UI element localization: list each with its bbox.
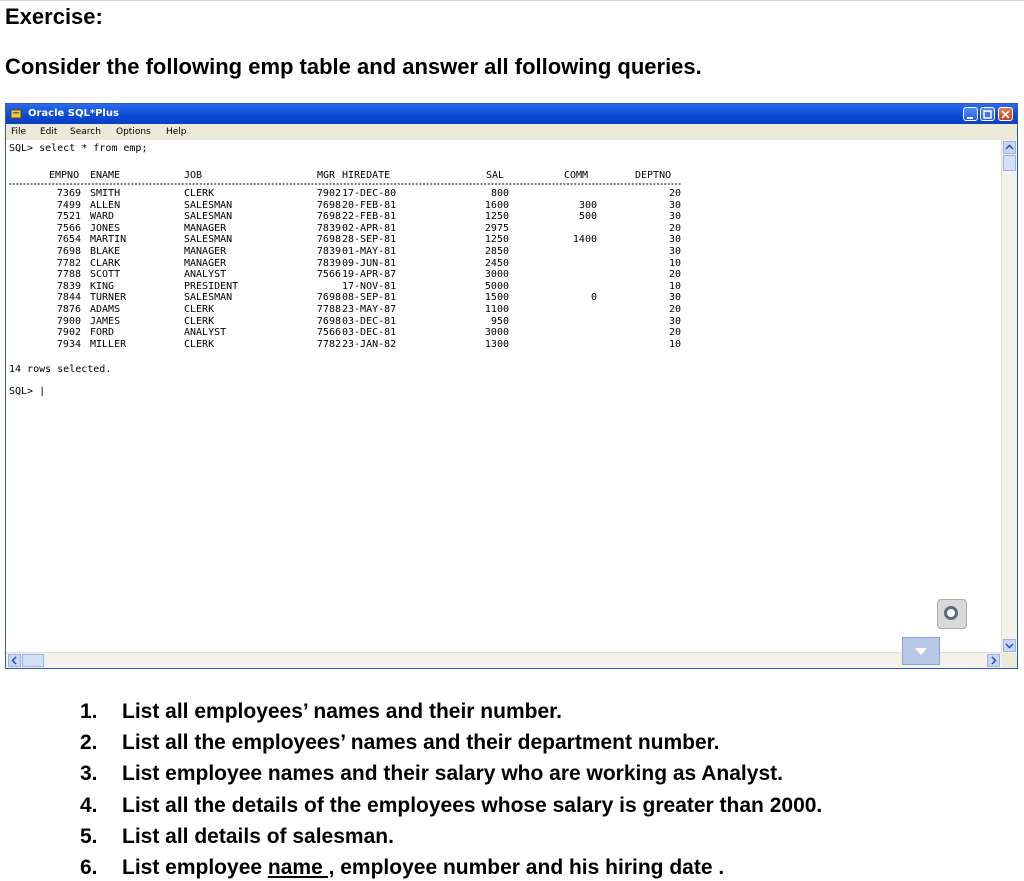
cell-deptno: 30 xyxy=(668,234,681,246)
sqlplus-window xyxy=(5,103,1018,669)
cell-mgr: 7698 xyxy=(316,292,341,304)
cell-ename: WARD xyxy=(90,211,115,223)
col-header-deptno: DEPTNO xyxy=(635,170,672,181)
chevron-right-icon xyxy=(988,655,999,666)
cell-hiredate: 23-JAN-82 xyxy=(342,338,397,350)
cell-hiredate: 23-MAY-87 xyxy=(342,304,397,315)
cell-mgr: 7839 xyxy=(316,257,341,269)
maximize-button[interactable] xyxy=(980,107,995,121)
console-output[interactable] xyxy=(6,140,1002,653)
cell-job: CLERK xyxy=(184,338,215,350)
cell-empno: 7369 xyxy=(56,188,81,199)
cell-ename: SCOTT xyxy=(90,269,121,281)
cell-sal: 950 xyxy=(490,315,509,327)
cell-sal: 1300 xyxy=(484,338,509,350)
question-text-end: employee number and his hiring date . xyxy=(334,856,725,879)
cell-comm: 500 xyxy=(578,211,597,223)
cell-deptno: 30 xyxy=(668,246,681,257)
cell-ename: JONES xyxy=(90,222,121,234)
cell-empno: 7902 xyxy=(56,327,81,339)
cell-sal: 3000 xyxy=(484,327,509,339)
cell-ename: KING xyxy=(90,280,115,292)
cell-empno: 7654 xyxy=(56,234,81,246)
question-5 xyxy=(80,825,394,849)
scroll-left-button[interactable] xyxy=(8,654,21,667)
intro-text: Consider the following emp table and answer all following queries. xyxy=(5,54,702,79)
top-rule xyxy=(0,0,1024,1)
cell-ename: BLAKE xyxy=(90,246,121,257)
col-header-ename: ENAME xyxy=(90,170,121,181)
question-number: 2. xyxy=(80,731,98,754)
size-grip[interactable] xyxy=(1002,653,1017,668)
menu-bar xyxy=(6,124,1017,140)
cell-job: MANAGER xyxy=(184,257,227,269)
cell-hiredate: 08-SEP-81 xyxy=(342,292,397,304)
vertical-scroll-thumb[interactable] xyxy=(1003,155,1016,171)
cell-empno: 7698 xyxy=(56,246,81,257)
cell-mgr: 7698 xyxy=(316,234,341,246)
question-text-start: List employee xyxy=(122,856,268,879)
cell-mgr: 7839 xyxy=(316,246,341,257)
sql-command: SQL> select * from emp; xyxy=(9,143,148,154)
col-header-sal: SAL xyxy=(486,170,505,181)
cell-job: SALESMAN xyxy=(184,211,233,223)
close-button[interactable] xyxy=(998,107,1013,121)
question-text: List all details of salesman. xyxy=(122,825,394,848)
cell-empno: 7934 xyxy=(56,338,81,350)
cell-deptno: 10 xyxy=(668,280,681,292)
cell-mgr: 7839 xyxy=(316,222,341,234)
table-row xyxy=(6,340,706,351)
cell-mgr: 7902 xyxy=(316,188,341,199)
cell-job: ANALYST xyxy=(184,327,227,339)
menu-options[interactable]: Options xyxy=(116,127,151,137)
cell-job: MANAGER xyxy=(184,222,227,234)
menu-file[interactable]: File xyxy=(11,127,27,137)
cell-deptno: 20 xyxy=(668,304,681,315)
cell-ename: TURNER xyxy=(90,292,127,304)
question-3 xyxy=(80,762,783,786)
chevron-up-icon xyxy=(1004,142,1015,153)
question-number: 3. xyxy=(80,762,98,785)
cell-mgr: 7698 xyxy=(316,211,341,223)
cell-hiredate: 28-SEP-81 xyxy=(342,234,397,246)
cell-deptno: 30 xyxy=(668,211,681,223)
cell-deptno: 20 xyxy=(668,327,681,339)
cell-ename: CLARK xyxy=(90,257,121,269)
overlay-record-icon[interactable] xyxy=(937,599,967,629)
question-6 xyxy=(80,856,724,880)
cell-empno: 7499 xyxy=(56,199,81,211)
cell-deptno: 10 xyxy=(668,338,681,350)
cell-deptno: 30 xyxy=(668,315,681,327)
question-2 xyxy=(80,731,720,755)
scroll-up-button[interactable] xyxy=(1003,141,1016,154)
cell-empno: 7844 xyxy=(56,292,81,304)
cell-empno: 7876 xyxy=(56,304,81,315)
table-row xyxy=(6,293,706,304)
cell-sal: 2975 xyxy=(484,222,509,234)
table-row xyxy=(6,317,706,328)
question-number: 1. xyxy=(80,700,98,723)
cell-ename: ALLEN xyxy=(90,199,121,211)
cell-hiredate: 03-DEC-81 xyxy=(342,327,397,339)
cell-job: SALESMAN xyxy=(184,234,233,246)
maximize-icon xyxy=(981,109,994,121)
oracle-app-icon xyxy=(10,108,22,120)
cell-mgr: 7566 xyxy=(316,327,341,339)
question-text: List employee names and their salary who are working as Analyst. xyxy=(122,762,783,785)
cell-hiredate: 20-FEB-81 xyxy=(342,199,397,211)
table-row xyxy=(6,224,706,235)
cell-mgr: 7788 xyxy=(316,304,341,315)
overlay-download-button[interactable] xyxy=(902,637,940,665)
exercise-heading: Exercise: xyxy=(5,4,103,29)
cell-hiredate: 19-APR-87 xyxy=(342,269,397,281)
cell-mgr: 7698 xyxy=(316,315,341,327)
table-row xyxy=(6,235,706,246)
cell-deptno: 30 xyxy=(668,199,681,211)
cell-sal: 1500 xyxy=(484,292,509,304)
cell-job: CLERK xyxy=(184,188,215,199)
cell-empno: 7900 xyxy=(56,315,81,327)
window-title: Oracle SQL*Plus xyxy=(28,108,119,119)
menu-edit[interactable]: Edit xyxy=(40,127,58,137)
cell-empno: 7782 xyxy=(56,257,81,269)
header-separator xyxy=(6,182,706,186)
menu-help[interactable]: Help xyxy=(166,127,187,137)
question-text-underlined: name , xyxy=(267,856,335,879)
cell-ename: FORD xyxy=(90,327,115,339)
cell-job: CLERK xyxy=(184,315,215,327)
vertical-scrollbar[interactable] xyxy=(1001,140,1017,653)
cell-job: ANALYST xyxy=(184,269,227,281)
cell-empno: 7521 xyxy=(56,211,81,223)
cell-empno: 7839 xyxy=(56,280,81,292)
cell-sal: 5000 xyxy=(484,280,509,292)
cell-job: SALESMAN xyxy=(184,292,233,304)
cell-mgr: 7782 xyxy=(316,338,341,350)
cell-sal: 1250 xyxy=(484,211,509,223)
cell-hiredate: 22-FEB-81 xyxy=(342,211,397,223)
cell-sal: 1600 xyxy=(484,199,509,211)
table-row xyxy=(6,247,706,258)
cell-job: SALESMAN xyxy=(184,199,233,211)
col-header-job: JOB xyxy=(184,170,203,181)
question-text: List all the employees’ names and their department number. xyxy=(122,731,720,754)
cell-mgr: 7698 xyxy=(316,199,341,211)
chevron-down-icon xyxy=(1004,640,1015,651)
cell-hiredate: 01-MAY-81 xyxy=(342,246,397,257)
col-header-comm: COMM xyxy=(564,170,589,181)
table-row xyxy=(6,189,706,200)
cell-deptno: 20 xyxy=(668,222,681,234)
cell-ename: MILLER xyxy=(90,338,127,350)
cell-hiredate: 17-DEC-80 xyxy=(342,188,397,199)
emp-table-rows xyxy=(6,189,706,349)
table-row xyxy=(6,305,706,316)
close-icon xyxy=(999,109,1012,121)
cell-deptno: 30 xyxy=(668,292,681,304)
col-header-empno: EMPNO xyxy=(49,170,80,181)
question-number: 4. xyxy=(80,794,98,817)
cell-sal: 2850 xyxy=(484,246,509,257)
menu-search[interactable]: Search xyxy=(70,127,101,137)
cell-sal: 1100 xyxy=(484,304,509,315)
scroll-down-button[interactable] xyxy=(1003,639,1016,652)
table-row xyxy=(6,201,706,212)
horizontal-scroll-thumb[interactable] xyxy=(22,654,44,667)
table-row xyxy=(6,259,706,270)
horizontal-scrollbar[interactable] xyxy=(6,652,1002,668)
question-number: 5. xyxy=(80,825,98,848)
cell-comm: 0 xyxy=(590,292,597,304)
title-bar[interactable] xyxy=(6,104,1017,124)
table-row xyxy=(6,270,706,281)
table-row xyxy=(6,212,706,223)
cell-ename: JAMES xyxy=(90,315,121,327)
rows-selected-text: 14 rows selected. xyxy=(9,364,112,375)
cell-ename: MARTIN xyxy=(90,234,127,246)
col-header-mgr: MGR xyxy=(317,170,336,181)
cell-job: CLERK xyxy=(184,304,215,315)
cell-comm: 300 xyxy=(578,199,597,211)
question-number: 6. xyxy=(80,856,98,879)
sql-prompt[interactable]: SQL> | xyxy=(9,386,46,397)
minimize-button[interactable] xyxy=(963,107,978,121)
chevron-left-icon xyxy=(9,655,20,666)
table-row xyxy=(6,328,706,339)
cell-sal: 2450 xyxy=(484,257,509,269)
minimize-icon xyxy=(964,109,977,121)
download-arrow-icon xyxy=(903,638,939,664)
col-header-hiredate: HIREDATE xyxy=(342,170,391,181)
cell-job: PRESIDENT xyxy=(184,280,239,292)
cell-sal: 800 xyxy=(490,188,509,199)
question-text: List all the details of the employees whose salary is greater than 2000. xyxy=(122,794,823,817)
cell-deptno: 20 xyxy=(668,188,681,199)
cell-hiredate: 09-JUN-81 xyxy=(342,257,397,269)
cell-hiredate: 03-DEC-81 xyxy=(342,315,397,327)
cell-job: MANAGER xyxy=(184,246,227,257)
question-1 xyxy=(80,700,562,724)
table-row xyxy=(6,282,706,293)
cell-ename: SMITH xyxy=(90,188,121,199)
cell-ename: ADAMS xyxy=(90,304,121,315)
cell-comm: 1400 xyxy=(572,234,597,246)
cell-mgr: 7566 xyxy=(316,269,341,281)
question-4 xyxy=(80,794,822,818)
cell-hiredate: 02-APR-81 xyxy=(342,222,397,234)
cell-sal: 1250 xyxy=(484,234,509,246)
cell-sal: 3000 xyxy=(484,269,509,281)
question-text: List all employees’ names and their number. xyxy=(122,700,562,723)
cell-hiredate: 17-NOV-81 xyxy=(342,280,397,292)
cell-deptno: 20 xyxy=(668,269,681,281)
cell-empno: 7566 xyxy=(56,222,81,234)
cell-empno: 7788 xyxy=(56,269,81,281)
cell-deptno: 10 xyxy=(668,257,681,269)
scroll-right-button[interactable] xyxy=(987,654,1000,667)
